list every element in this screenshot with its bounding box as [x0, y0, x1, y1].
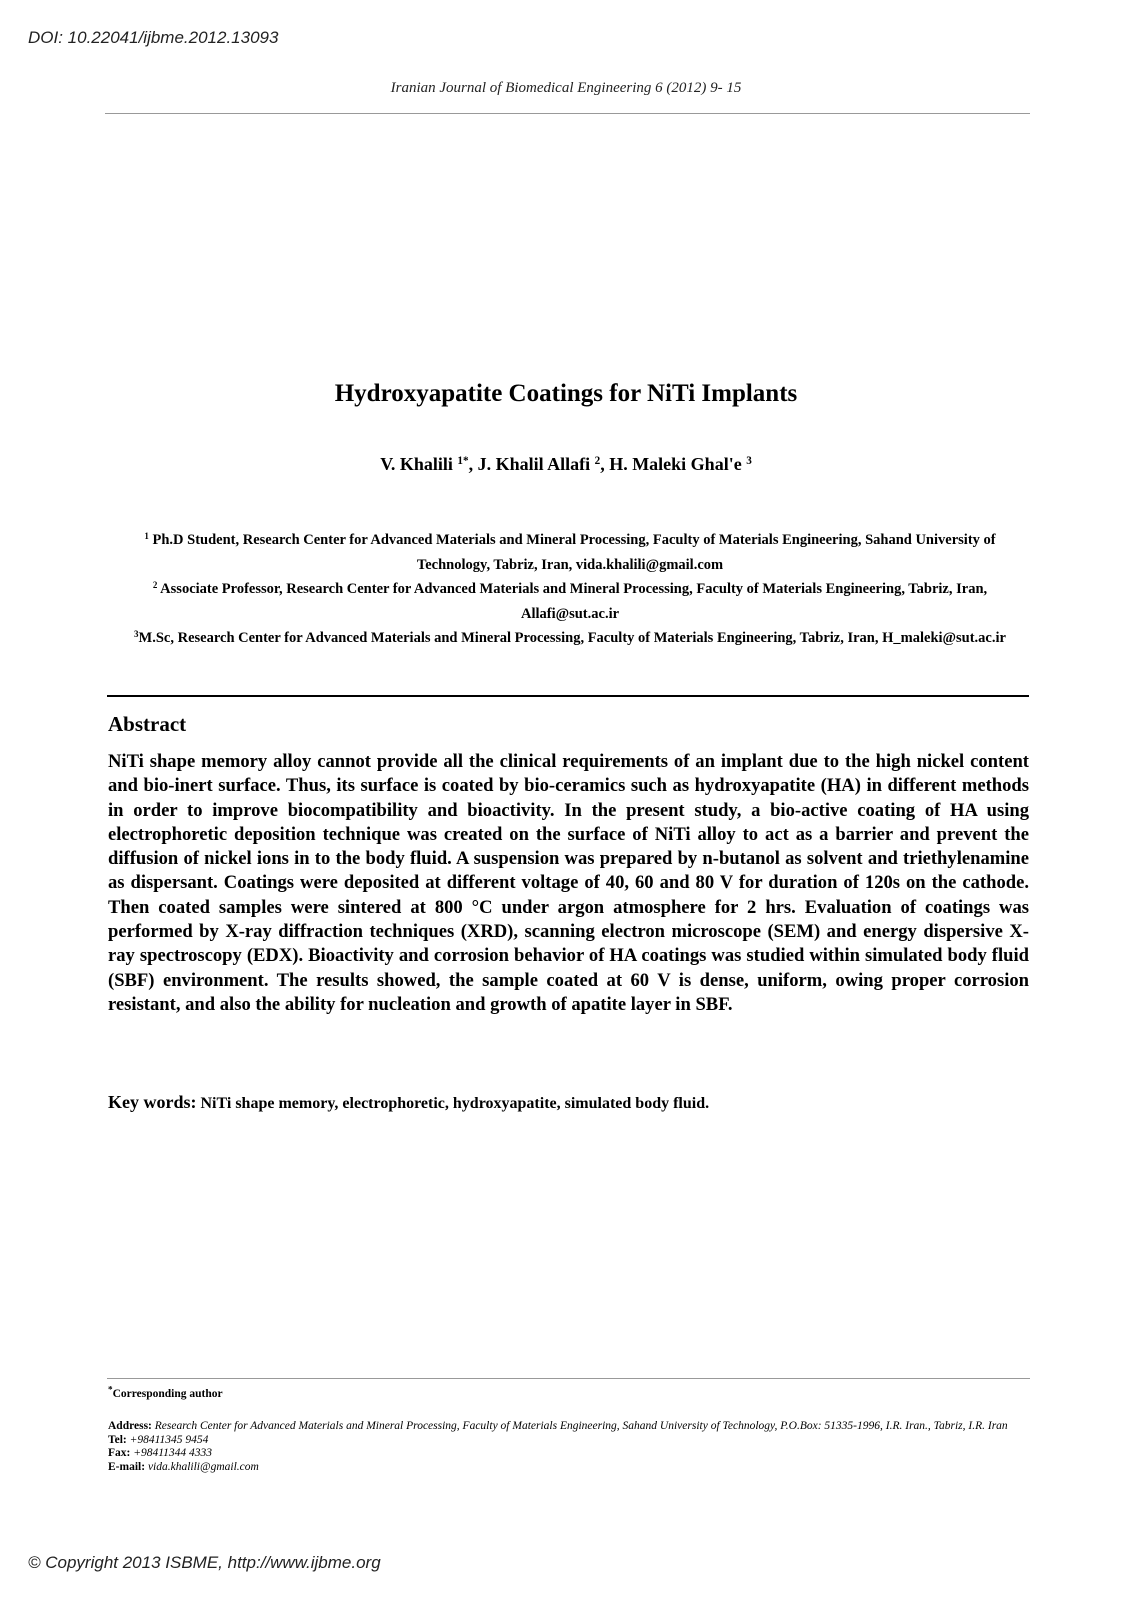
address-label: Address:	[108, 1420, 152, 1432]
affiliation-number: 2	[152, 580, 158, 591]
fax-label: Fax:	[108, 1447, 131, 1460]
address-value: Research Center for Advanced Materials and Mineral Processing, Faculty of Materials Engineering, Sahand University of Technology, P.O.Box: 51335-1996, I.R. Iran., Tabriz, I.R. Iran	[151, 1420, 1008, 1432]
tel-label: Tel:	[108, 1433, 127, 1446]
abstract-text: NiTi shape memory alloy cannot provide all the clinical requirements of an implant due to the high nickel content and bio-inert surface. Thus, its surface is coated by bio-ceramics such as hydroxyapatite (HA) in different methods in order to improve biocompatibility and bioactivity. In the present study, a bio-active coating of HA using electrophoretic deposition technique was created on the surface of NiTi alloy to act as a barrier and prevent the diffusion of nickel ions in to the body fluid. A suspension was prepared by n-butanol as solvent and triethylenamine as dispersant. Coatings were deposited at different voltage of 40, 60 and 80 V for duration of 120s on the cathode. Then coated samples were sintered at 800 °C under argon atmosphere for 2 hrs. Evaluation of coatings was performed by X-ray diffraction techniques (XRD), scanning electron microscope (SEM) and energy dispersive X-ray spectroscopy (EDX). Bioactivity and corrosion behavior of HA coatings was studied within simulated body fluid (SBF) environment. The results showed, the sample coated at 60 V is dense, uniform, owing proper corrosion resistant, and also the ability for nucleation and growth of apatite layer in SBF.	[108, 751, 1029, 1015]
author-name: , H. Maleki Ghal'e	[600, 454, 747, 474]
email-value: vida.khalili@gmail.com	[145, 1460, 259, 1473]
affiliation-list	[110, 528, 1030, 651]
footnote-rule	[107, 1378, 1030, 1379]
affiliation-number: 1	[144, 531, 149, 542]
affiliation-text: Associate Professor, Research Center for Advanced Materials and Mineral Processing, Faculty of Materials Engineering, Tabriz, Iran, Allafi@sut.ac.ir	[157, 581, 988, 622]
author-name: , J. Khalil Allafi	[468, 454, 595, 474]
contact-details	[108, 1420, 1030, 1474]
author-affiliation-mark: 2	[594, 454, 601, 467]
header-rule	[105, 113, 1030, 114]
footnote-marker: *	[108, 1384, 113, 1395]
copyright-notice: © Copyright 2013 ISBME, http://www.ijbme.org	[28, 1553, 381, 1572]
journal-header: Iranian Journal of Biomedical Engineering 6 (2012) 9- 15	[390, 80, 742, 96]
email-label: E-mail:	[108, 1460, 146, 1473]
author-list	[0, 454, 1132, 475]
paper-title: Hydroxyapatite Coatings for NiTi Implants	[334, 380, 798, 407]
keywords-label: Key words:	[108, 1092, 197, 1112]
tel-line	[108, 1434, 1030, 1448]
author-affiliation-mark: 1*	[457, 454, 469, 467]
corresponding-author-label: Corresponding author	[112, 1388, 223, 1400]
affiliation-text: Ph.D Student, Research Center for Advanced Materials and Mineral Processing, Faculty of Materials Engineering, Sahand University of Technology, Tabriz, Iran, vida.khalili@gmail.com	[148, 532, 996, 573]
fax-value: +98411344 4333	[130, 1447, 213, 1460]
email-line	[108, 1461, 1030, 1475]
tel-value: +98411345 9454	[126, 1433, 209, 1446]
affiliation-item	[110, 577, 1030, 626]
corresponding-author-note	[108, 1384, 223, 1400]
keywords-text: NiTi shape memory, electrophoretic, hydroxyapatite, simulated body fluid.	[196, 1095, 710, 1112]
abstract-heading: Abstract	[108, 712, 187, 736]
affiliation-item	[110, 528, 1030, 577]
affiliation-number: 3	[134, 629, 139, 640]
doi-label: DOI: 10.22041/ijbme.2012.13093	[28, 28, 279, 47]
section-rule	[107, 695, 1029, 697]
affiliation-text: M.Sc, Research Center for Advanced Materials and Mineral Processing, Faculty of Materials Engineering, Tabriz, Iran, H_maleki@sut.ac.ir	[138, 630, 1006, 646]
address-line	[108, 1420, 1030, 1434]
keywords	[108, 1092, 1029, 1113]
author-name: V. Khalili	[380, 454, 458, 474]
fax-line	[108, 1447, 1030, 1461]
affiliation-item	[110, 626, 1030, 651]
author-affiliation-mark: 3	[746, 454, 752, 467]
